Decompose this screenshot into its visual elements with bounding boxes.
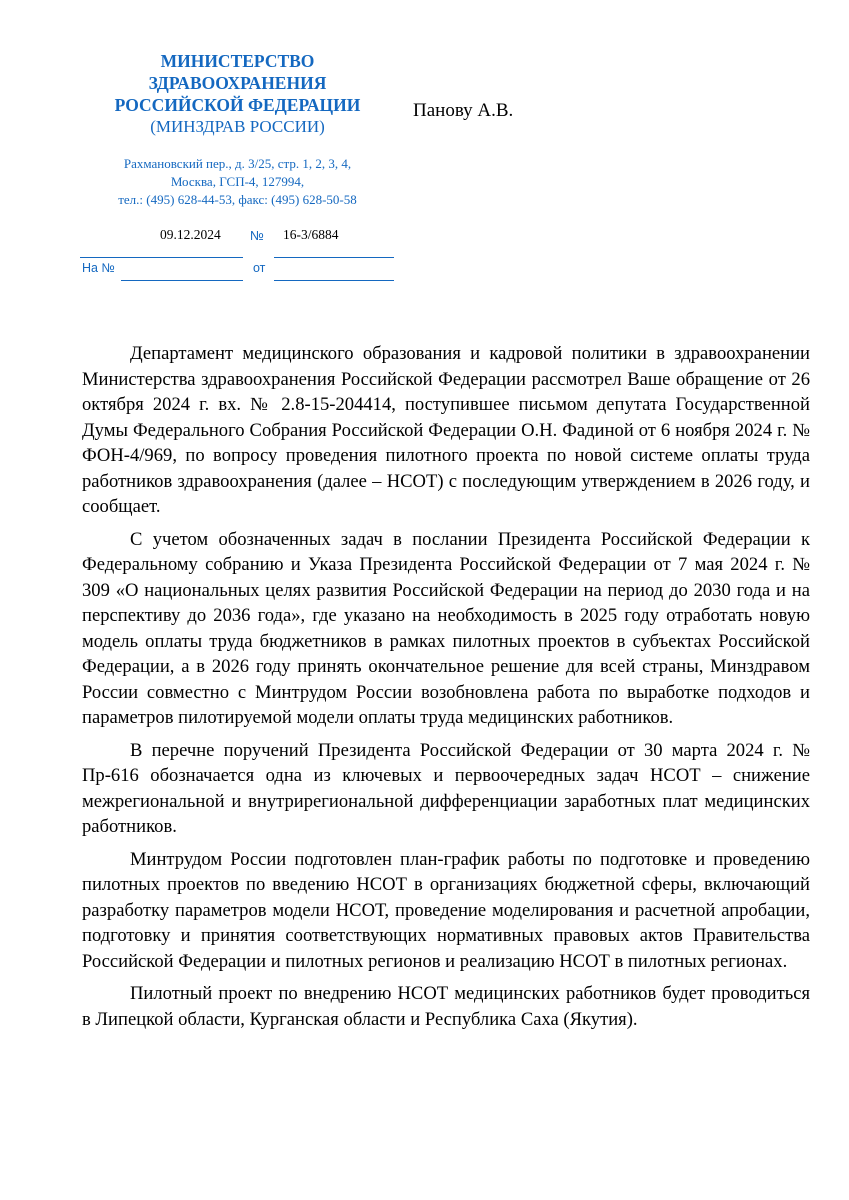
address-contacts: тел.: (495) 628-44-53, факс: (495) 628-50-58 (118, 192, 357, 207)
reference-date-label: от (253, 261, 266, 275)
body-paragraph: Департамент медицинского образования и кадровой политики в здравоохранении Министерства здравоохранения Российской Федерации рассмотрел Ваше обращение от 26 октября 2024 г. вх. № 2.8-15-204414, поступившее письмом депутата Государственной Думы Федерального Собрания Российской Федерации О.Н. Фадиной от 6 ноября 2024 г. № ФОН-4/969, по вопросу проведения пилотного проекта по новой системе оплаты труда работников здравоохранения (далее – НСОТ) с последующим утверждением в 2026 году, и сообщает. (82, 343, 810, 517)
address-line: Москва, ГСП-4, 127994, (170, 174, 305, 189)
number-underline (274, 257, 394, 258)
outgoing-date: 09.12.2024 (160, 227, 221, 242)
ministry-short-name: (МИНЗДРАВ РОССИИ) (150, 117, 325, 136)
reference-number-underline (121, 280, 243, 281)
body-paragraph: Минтрудом России подготовлен план-график работы по подготовке и проведению пилотных проектов по введению НСОТ в организациях бюджетной сферы, включающий разработку параметров модели НСОТ, проведение моделирования и расчетной апробации, подготовку и принятия соответствующих нормативных правовых актов Правительства Российской Федерации и пилотных регионов и реализацию НСОТ в пилотных регионах. (82, 848, 810, 972)
reference-date-underline (274, 280, 394, 281)
letter-body (82, 341, 810, 1039)
ministry-name-line1: МИНИСТЕРСТВО (160, 51, 315, 71)
date-underline (80, 257, 243, 258)
ministry-name-line3: РОССИЙСКОЙ ФЕДЕРАЦИИ (114, 95, 361, 115)
letterhead (100, 50, 375, 209)
ministry-address (100, 155, 375, 209)
outgoing-number: 16-3/6884 (283, 227, 339, 242)
addressee: Панову А.В. (413, 100, 514, 121)
ministry-name-line2: ЗДРАВООХРАНЕНИЯ (148, 73, 327, 93)
outgoing-number-label: № (250, 228, 264, 243)
address-line: Рахмановский пер., д. 3/25, стр. 1, 2, 3, 4, (123, 156, 352, 171)
body-paragraph: Пилотный проект по внедрению НСОТ медицинских работников будет проводиться в Липецкой области, Курганская области и Республика Саха (Якутия). (82, 983, 810, 1030)
body-paragraph: В перечне поручений Президента Российской Федерации от 30 марта 2024 г. № Пр-616 обозначается одна из ключевых и первоочередных задач НСОТ – снижение межрегиональной и внутрирегиональной дифференциации заработных плат медицинских работников. (82, 739, 810, 837)
reference-number-label: На № (82, 261, 115, 275)
body-paragraph: С учетом обозначенных задач в послании Президента Российской Федерации к Федеральному собранию и Указа Президента Российской Федерации от 7 мая 2024 г. № 309 «О национальных целях развития Российской Федерации на период до 2030 года и на перспективу до 2036 года», где указано на необходимость в 2025 году отработать новую модель оплаты труда бюджетников в рамках пилотных проектов в субъектах Российской Федерации, а в 2026 году принять окончательное решение для всей страны, Минздравом России совместно с Минтрудом России возобновлена работа по выработке подходов и параметров пилотируемой модели оплаты труда медицинских работников. (82, 528, 810, 728)
